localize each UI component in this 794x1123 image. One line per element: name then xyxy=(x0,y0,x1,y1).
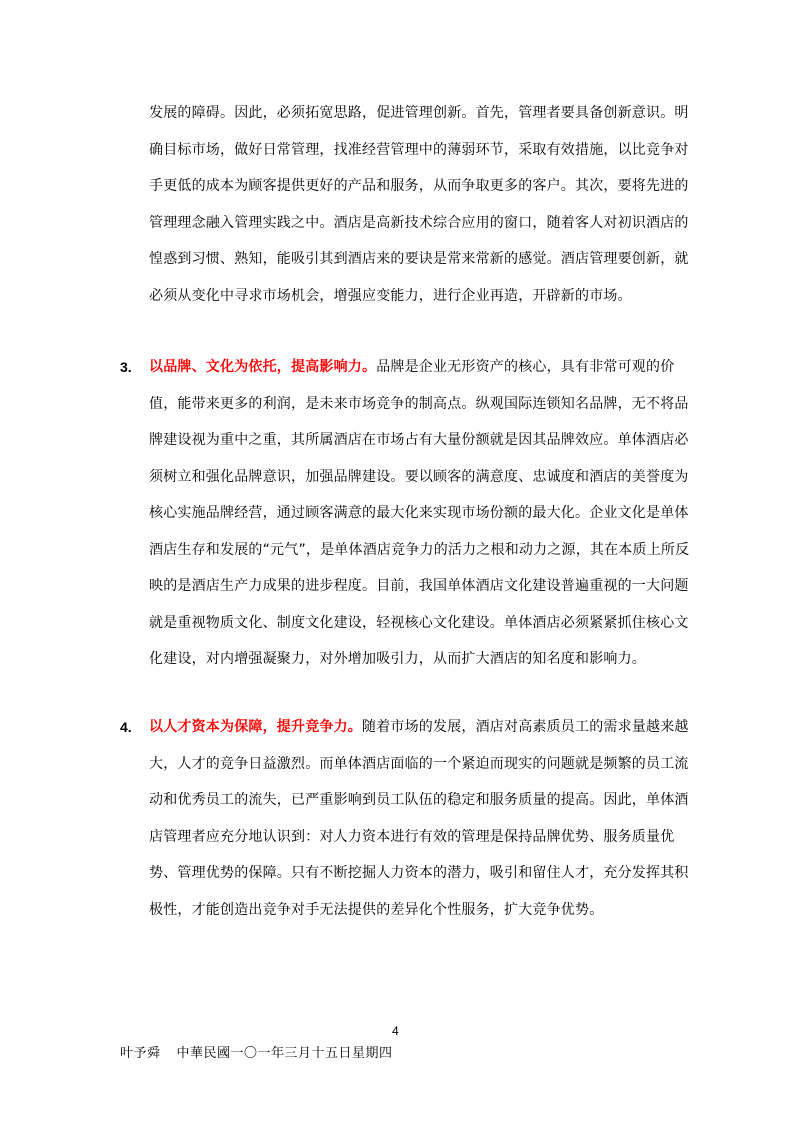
page-footer xyxy=(120,1042,393,1061)
page-number: 4 xyxy=(392,1024,399,1038)
list-item-body xyxy=(149,709,694,928)
list-item-text: 随着市场的发展，酒店对高素质员工的需求量越来越大，人才的竞争日益激烈。而单体酒店面临的一个紧迫而现实的问题就是频繁的员工流动和优秀员工的流失，已严重影响到员工队伍的稳定和服务质量的提高。因此，单体酒店管理者应充分地认识到：对人力资本进行有效的管理是保持品牌优势、服务质量优势、管理优势的保障。只有不断挖掘人力资本的潜力，吸引和留住人才，充分发挥其积极性，才能创造出竞争对手无法提供的差异化个性服务，扩大竞争优势。 xyxy=(149,719,689,918)
list-item-body xyxy=(149,349,694,678)
footer-date: 中華民國一〇一年三月十五日星期四 xyxy=(176,1046,393,1061)
list-item-number: 3. xyxy=(120,359,132,375)
list-item-lead: 以人才资本为保障，提升竞争力。 xyxy=(149,719,362,735)
list-item-number: 4. xyxy=(120,719,132,735)
intro-paragraph: 发展的障碍。因此，必须拓宽思路，促进管理创新。首先，管理者要具备创新意识。明确目标市场，做好日常管理，找准经营管理中的薄弱环节，采取有效措施，以比竞争对手更低的成本为顾客提供更好的产品和服务，从而争取更多的客户。其次，要将先进的管理理念融入管理实践之中。酒店是高新技术综合应用的窗口，随着客人对初识酒店的惶惑到习惯、熟知，能吸引其到酒店来的要诀是常来常新的感觉。酒店管理要创新，就必须从变化中寻求市场机会，增强应变能力，进行企业再造，开辟新的市场。 xyxy=(149,105,689,304)
list-item-text: 品牌是企业无形资产的核心，具有非常可观的价值，能带来更多的利润，是未来市场竞争的制高点。纵观国际连锁知名品牌，无不将品牌建设视为重中之重，其所属酒店在市场占有大量份额就是因其品牌效应。单体酒店必须树立和强化品牌意识，加强品牌建设。要以顾客的满意度、忠诚度和酒店的美誉度为核心实施品牌经营，通过顾客满意的最大化来实现市场份额的最大化。企业文化是单体酒店生存和发展的“元气”，是单体酒店竞争力的活力之根和动力之源，其在本质上所反映的是酒店生产力成果的进步程度。目前，我国单体酒店文化建设普遍重视的一大问题就是重视物质文化、制度文化建设，轻视核心文化建设。单体酒店必须紧紧抓住核心文化建设，对内增强凝聚力，对外增加吸引力，从而扩大酒店的知名度和影响力。 xyxy=(149,359,690,667)
list-item-lead: 以品牌、文化为依托，提高影响力。 xyxy=(149,359,377,375)
footer-author: 叶予舜 xyxy=(120,1046,161,1061)
